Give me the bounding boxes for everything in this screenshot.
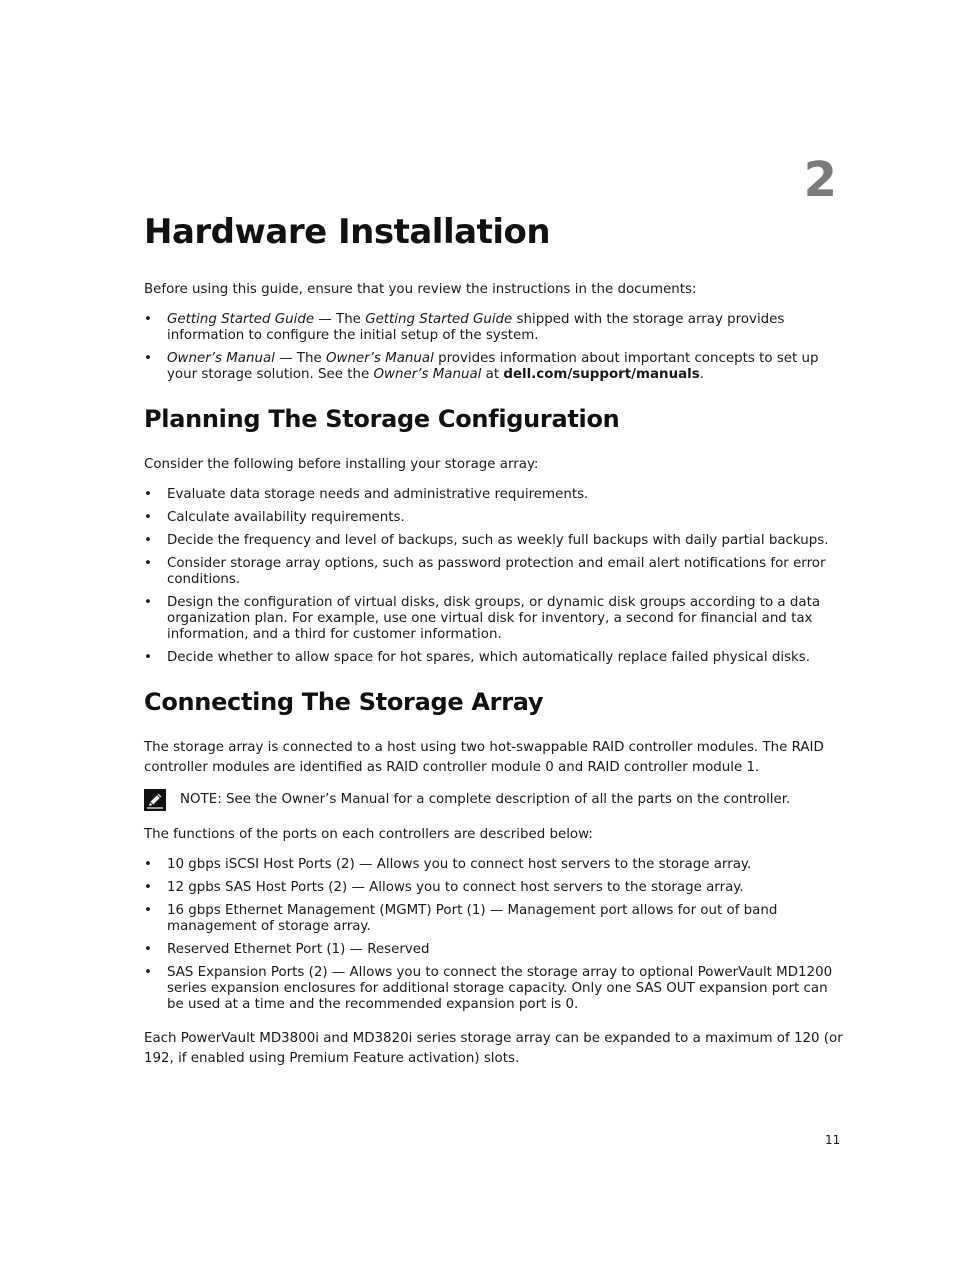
- bullet: •: [144, 510, 152, 525]
- list-item-text: Consider storage array options, such as password protection and email alert notifications for error conditions.: [167, 556, 826, 587]
- doc-at: at: [481, 367, 504, 382]
- list-item: [144, 312, 844, 344]
- ports-list: [144, 857, 844, 1013]
- doc-dash: — The: [274, 351, 326, 366]
- list-item-text: Calculate availability requirements.: [167, 510, 405, 525]
- list-item-text: 16 gbps Ethernet Management (MGMT) Port (1) — Management port allows for out of band management of storage array.: [167, 903, 778, 934]
- bullet: •: [144, 595, 152, 610]
- doc-text: provides information about important concepts to set up your storage solution. See the: [167, 351, 819, 382]
- list-item: [144, 556, 844, 588]
- doc-title-ref: Getting Started Guide: [365, 312, 513, 327]
- list-item: [144, 965, 844, 1013]
- planning-list: [144, 487, 844, 666]
- list-item-text: SAS Expansion Ports (2) — Allows you to connect the storage array to optional PowerVault MD1200 series expansion enclosures for additional storage capacity. Only one SAS OUT expansion port can be used at a time and the recommended expansion port is 0.: [167, 965, 833, 1012]
- intro-paragraph: Before using this guide, ensure that you review the instructions in the documents:: [144, 282, 697, 297]
- doc-end: .: [699, 367, 704, 382]
- bullet: •: [144, 903, 152, 918]
- doc-title-ref: Owner’s Manual: [373, 367, 482, 382]
- note-box: [144, 792, 844, 808]
- connecting-intro: The storage array is connected to a host using two hot-swappable RAID controller modules. The RAID controller modules are identified as RAID controller module 0 and RAID controller module 1.: [144, 740, 824, 775]
- chapter-number: 2: [803, 152, 837, 208]
- note-label: NOTE:: [180, 792, 222, 807]
- section-heading-planning: Planning The Storage Configuration: [144, 405, 620, 433]
- bullet: •: [144, 312, 152, 327]
- list-item: [144, 510, 844, 526]
- list-item: [144, 487, 844, 503]
- bullet: •: [144, 857, 152, 872]
- list-item: [144, 351, 844, 383]
- list-item-text: Decide whether to allow space for hot spares, which automatically replace failed physical disks.: [167, 650, 811, 665]
- page-number: 11: [825, 1133, 841, 1147]
- bullet: •: [144, 556, 152, 571]
- list-item-text: Evaluate data storage needs and administrative requirements.: [167, 487, 589, 502]
- list-item: [144, 595, 844, 643]
- ports-intro: The functions of the ports on each controllers are described below:: [144, 827, 593, 842]
- bullet: •: [144, 650, 152, 665]
- list-item-text: Reserved Ethernet Port (1) — Reserved: [167, 942, 430, 957]
- bullet: •: [144, 533, 152, 548]
- manuals-link[interactable]: dell.com/support/manuals: [503, 367, 700, 382]
- bullet: •: [144, 965, 152, 980]
- doc-dash: — The: [314, 312, 366, 327]
- list-item: [144, 650, 844, 666]
- list-item-text: 12 gpbs SAS Host Ports (2) — Allows you to connect host servers to the storage array.: [167, 880, 744, 895]
- section-heading-connecting: Connecting The Storage Array: [144, 688, 544, 716]
- closing-paragraph: Each PowerVault MD3800i and MD3820i series storage array can be expanded to a maximum of 120 (or 192, if enabled using Premium Feature activation) slots.: [144, 1031, 843, 1066]
- list-item-text: 10 gbps iSCSI Host Ports (2) — Allows you to connect host servers to the storage array.: [167, 857, 752, 872]
- page-title: Hardware Installation: [144, 212, 551, 252]
- bullet: •: [144, 351, 152, 366]
- bullet: •: [144, 487, 152, 502]
- note-text: See the Owner’s Manual for a complete description of all the parts on the controller.: [221, 792, 791, 807]
- list-item-text: Decide the frequency and level of backups, such as weekly full backups with daily partial backups.: [167, 533, 829, 548]
- bullet: •: [144, 942, 152, 957]
- doc-title: Owner’s Manual: [167, 351, 275, 366]
- list-item: [144, 942, 844, 958]
- bullet: •: [144, 880, 152, 895]
- list-item: [144, 880, 844, 896]
- list-item: [144, 533, 844, 549]
- planning-intro: Consider the following before installing your storage array:: [144, 457, 539, 472]
- doc-title-ref: Owner’s Manual: [325, 351, 434, 366]
- doc-text: shipped with the storage array provides information to configure the initial setup of the system.: [167, 312, 785, 343]
- list-item-text: Design the configuration of virtual disks, disk groups, or dynamic disk groups according to a data organization plan. For example, use one virtual disk for inventory, a second for financial and tax information, and a third for customer information.: [167, 595, 821, 642]
- page-content: [144, 208, 844, 1069]
- note-pencil-icon: [144, 789, 166, 811]
- documents-list: [144, 312, 844, 383]
- list-item: [144, 903, 844, 935]
- list-item: [144, 857, 844, 873]
- doc-title: Getting Started Guide: [167, 312, 315, 327]
